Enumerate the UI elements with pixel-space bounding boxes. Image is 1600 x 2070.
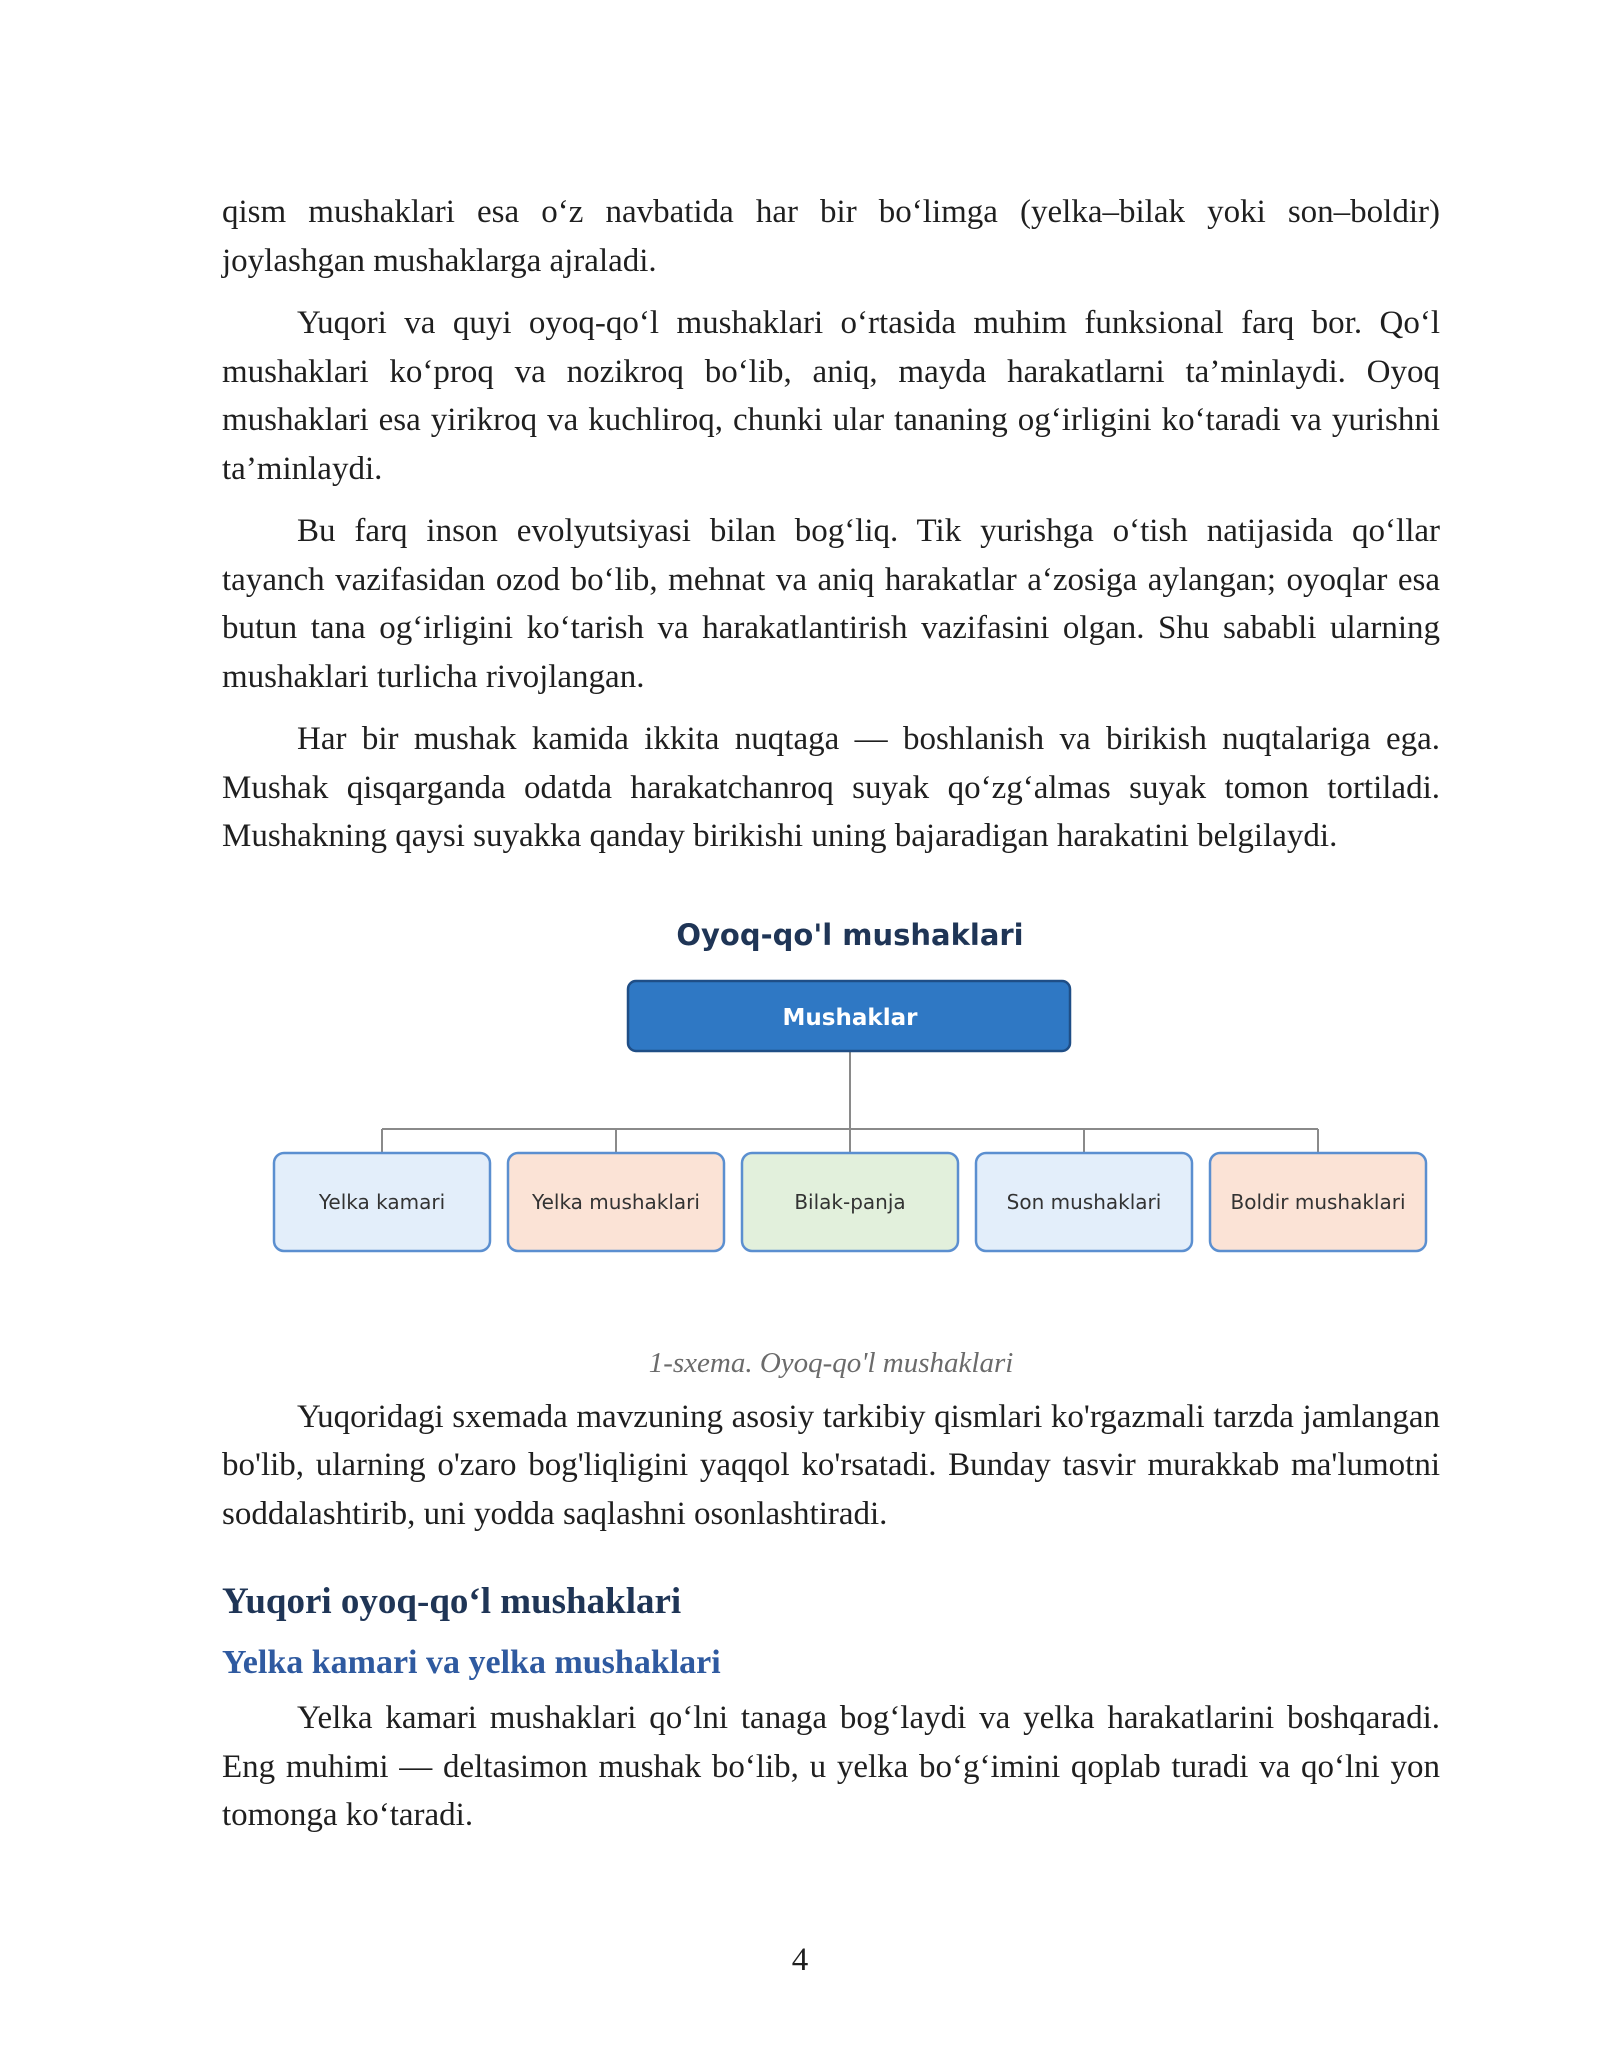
child-node-3 xyxy=(742,1153,958,1251)
subsection-heading: Yelka kamari va yelka mushaklari xyxy=(222,1644,721,1681)
child-node-label: Yelka mushaklari xyxy=(532,1189,700,1214)
root-node xyxy=(628,981,1070,1051)
paragraph-shoulder-girdle: Yelka kamari mushaklari qo‘lni tanaga bog‘laydi va yelka harakatlarini boshqaradi. Eng muhimi — deltasimon mushak bo‘lib, u yelka bo‘g‘imini qoplab turadi va qo‘lni yon tomonga ko‘taradi. xyxy=(222,1700,1440,1833)
page-number: 4 xyxy=(791,1942,809,1978)
diagram-canvas xyxy=(222,889,1440,1349)
paragraph-attachment-points: Har bir mushak kamida ikkita nuqtaga — boshlanish va birikish nuqtalariga ega. Mushak qisqarganda odatda harakatchanroq suyak qo‘zg‘almas suyak tomon tortiladi. Mushakning qaysi suyakka qanday birikishi uning bajaradigan harakatini belgilaydi. xyxy=(222,721,1440,854)
root-node-label: Mushaklar xyxy=(782,1004,918,1031)
child-node-label: Bilak-panja xyxy=(794,1189,906,1214)
child-node-2 xyxy=(508,1153,724,1251)
child-node-1 xyxy=(274,1153,490,1251)
child-node-4 xyxy=(976,1153,1192,1251)
child-node-label: Boldir mushaklari xyxy=(1230,1189,1406,1214)
paragraph-evolution: Bu farq inson evolyutsiyasi bilan bog‘liq. Tik yurishga o‘tish natijasida qo‘llar tayanch vazifasidan ozod bo‘lib, mehnat va aniq harakatlar a‘zosiga aylangan; oyoqlar esa butun tana og‘irligini ko‘tarish va harakatlantirish vazifasini olgan. Shu sababli ularning mushaklari turlicha rivojlangan. xyxy=(222,513,1440,695)
page-content xyxy=(222,188,1440,1854)
child-node-5 xyxy=(1210,1153,1426,1251)
child-node-label: Yelka kamari xyxy=(318,1189,446,1214)
child-node-label: Son mushaklari xyxy=(1006,1189,1162,1214)
paragraph-continuation: qism mushaklari esa o‘z navbatida har bir bo‘limga (yelka–bilak yoki son–boldir) joylashgan mushaklarga ajraladi. xyxy=(222,194,1440,279)
paragraph-functional-difference: Yuqori va quyi oyoq-qo‘l mushaklari o‘rtasida muhim funksional farq bor. Qo‘l mushaklari ko‘proq va nozikroq bo‘lib, aniq, mayda harakatlarni ta’minlaydi. Oyoq mushaklari esa yirikroq va kuchliroq, chunki ular tananing og‘irligini ko‘taradi va yurishni ta’minlaydi. xyxy=(222,305,1440,487)
diagram-title: Oyoq-qo'l mushaklari xyxy=(676,917,1024,952)
muscle-diagram xyxy=(222,889,1440,1349)
diagram-caption: 1-sxema. Oyoq-qo'l mushaklari xyxy=(648,1346,1014,1379)
section-heading: Yuqori oyoq-qo‘l mushaklari xyxy=(222,1581,682,1622)
paragraph-diagram-explanation: Yuqoridagi sxemada mavzuning asosiy tarkibiy qismlari ko'rgazmali tarzda jamlangan bo'lib, ularning o'zaro bog'liqligini yaqqol ko'rsatadi. Bunday tasvir murakkab ma'lumotni soddalashtirib, uni yodda saqlashni osonlashtiradi. xyxy=(222,1398,1440,1532)
diagram-connectors xyxy=(382,1051,1318,1153)
